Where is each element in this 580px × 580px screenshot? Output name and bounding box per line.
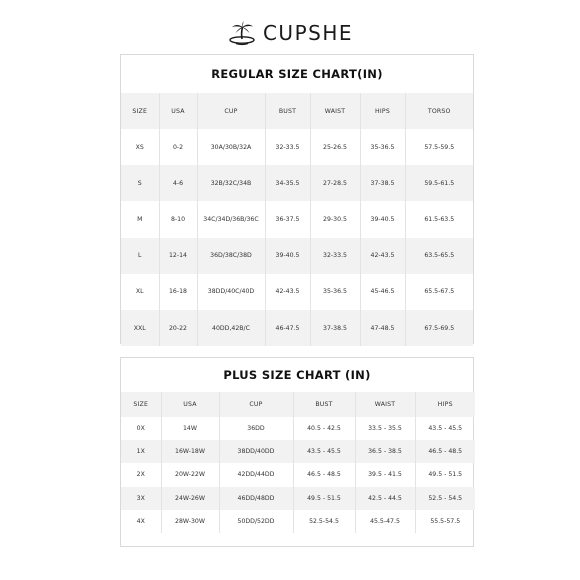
table-cell: 36DD	[219, 417, 293, 440]
regular-size-table	[121, 93, 473, 346]
table-cell: 38DD/40DD	[219, 440, 293, 463]
table-row	[121, 310, 473, 346]
table-cell: 28W-30W	[161, 510, 219, 533]
table-cell: 4X	[136, 517, 145, 525]
table-cell: 36-37.5	[265, 201, 310, 237]
table-cell: L	[121, 238, 159, 274]
table-cell: 43.5 - 45.5	[293, 440, 355, 463]
table-cell: 39-40.5	[265, 238, 310, 274]
table-cell: 50DD/52DD	[219, 510, 293, 533]
palm-island-icon	[227, 18, 257, 48]
table-cell: 35-36.5	[360, 129, 405, 165]
table-cell: 25-26.5	[310, 129, 360, 165]
table-cell: 34-35.5	[265, 165, 310, 201]
table-cell: 46DD/48DD	[219, 487, 293, 510]
table-cell: 24W-26W	[161, 487, 219, 510]
table-cell: 42-43.5	[360, 238, 405, 274]
table-cell: S	[121, 165, 159, 201]
table-cell: 20W-22W	[161, 463, 219, 486]
table-cell: 46-47.5	[265, 310, 310, 346]
table-cell: 32B/32C/34B	[197, 165, 265, 201]
table-cell: 40.5 - 42.5	[293, 417, 355, 440]
table-cell: 46.5 - 48.5	[415, 440, 475, 463]
table-cell: 42.5 - 44.5	[355, 487, 415, 510]
table-cell: 37-38.5	[360, 165, 405, 201]
table-cell: 1X	[121, 440, 161, 463]
table-cell: 34C/34D/36B/36C	[197, 201, 265, 237]
table-cell: 52.5 - 54.5	[415, 487, 475, 510]
table-cell: 20-22	[159, 310, 197, 346]
column-header: TORSO	[405, 93, 473, 129]
table-cell: 49.5 - 51.5	[293, 487, 355, 510]
table-cell: 27-28.5	[310, 165, 360, 201]
table-cell: 57.5-59.5	[405, 129, 473, 165]
table-cell: 42DD/44DD	[219, 463, 293, 486]
table-cell: 16W-18W	[161, 440, 219, 463]
plus-size-chart	[120, 357, 474, 547]
table-row	[121, 129, 473, 165]
table-cell: 0X	[136, 425, 145, 433]
table-cell: 59.5-61.5	[405, 165, 473, 201]
regular-chart-title: REGULAR SIZE CHART(IN)	[211, 67, 383, 81]
table-row	[121, 487, 475, 510]
table-cell: 14W	[161, 417, 219, 440]
column-header: BUST	[293, 392, 355, 417]
table-row	[121, 274, 473, 310]
column-header: WAIST	[310, 93, 360, 129]
table-cell: 46.5 - 48.5	[293, 463, 355, 486]
table-cell: 37-38.5	[310, 310, 360, 346]
table-cell: 65.5-67.5	[405, 274, 473, 310]
table-cell: 36.5 - 38.5	[355, 440, 415, 463]
table-cell: 55.5-57.5	[415, 510, 475, 533]
table-cell: 0-2	[159, 129, 197, 165]
column-header: CUP	[219, 392, 293, 417]
column-header: SIZE	[121, 93, 159, 129]
table-cell: 39.5 - 41.5	[355, 463, 415, 486]
table-row	[121, 440, 475, 463]
table-cell: 29-30.5	[310, 201, 360, 237]
table-cell: XXL	[121, 310, 159, 346]
table-row	[121, 510, 475, 533]
table-cell: 3X	[121, 487, 161, 510]
brand-name: CUPSHE	[262, 21, 354, 45]
table-cell: 61.5-63.5	[405, 201, 473, 237]
table-cell: 38DD/40C/40D	[197, 274, 265, 310]
table-cell: 2X	[136, 471, 145, 479]
table-cell: 36D/38C/38D	[197, 238, 265, 274]
table-cell: 39-40.5	[360, 201, 405, 237]
column-header: WAIST	[355, 392, 415, 417]
table-cell: 42-43.5	[265, 274, 310, 310]
table-row	[121, 463, 475, 486]
table-cell: 30A/30B/32A	[197, 129, 265, 165]
table-cell: 8-10	[159, 201, 197, 237]
table-row	[121, 201, 473, 237]
column-header: HIPS	[360, 93, 405, 129]
table-row	[121, 417, 475, 440]
table-cell: 16-18	[159, 274, 197, 310]
column-header: BUST	[265, 93, 310, 129]
table-cell: 33.5 - 35.5	[355, 417, 415, 440]
table-cell: XS	[135, 143, 144, 151]
plus-size-table	[121, 392, 475, 533]
table-cell: 43.5 - 45.5	[415, 417, 475, 440]
table-cell: XL	[135, 288, 144, 296]
plus-chart-title: PLUS SIZE CHART (IN)	[223, 368, 371, 382]
table-cell: 45-46.5	[360, 274, 405, 310]
table-cell: 32-33.5	[265, 129, 310, 165]
table-cell: 40DD,42B/C	[197, 310, 265, 346]
table-cell: 12-14	[159, 238, 197, 274]
column-header: USA	[159, 93, 197, 129]
table-cell: 67.5-69.5	[405, 310, 473, 346]
column-header: HIPS	[415, 392, 475, 417]
table-cell: 49.5 - 51.5	[415, 463, 475, 486]
table-cell: 63.5-65.5	[405, 238, 473, 274]
table-cell: 52.5-54.5	[293, 510, 355, 533]
column-header: USA	[161, 392, 219, 417]
brand-logo	[0, 16, 580, 50]
table-cell: M	[137, 215, 143, 223]
table-row	[121, 238, 473, 274]
table-cell: 47-48.5	[360, 310, 405, 346]
table-cell: 4-6	[159, 165, 197, 201]
column-header: CUP	[197, 93, 265, 129]
table-cell: 35-36.5	[310, 274, 360, 310]
table-cell: 32-33.5	[310, 238, 360, 274]
table-cell: 45.5-47.5	[355, 510, 415, 533]
table-row	[121, 165, 473, 201]
regular-size-chart	[120, 54, 474, 344]
column-header: SIZE	[121, 392, 161, 417]
